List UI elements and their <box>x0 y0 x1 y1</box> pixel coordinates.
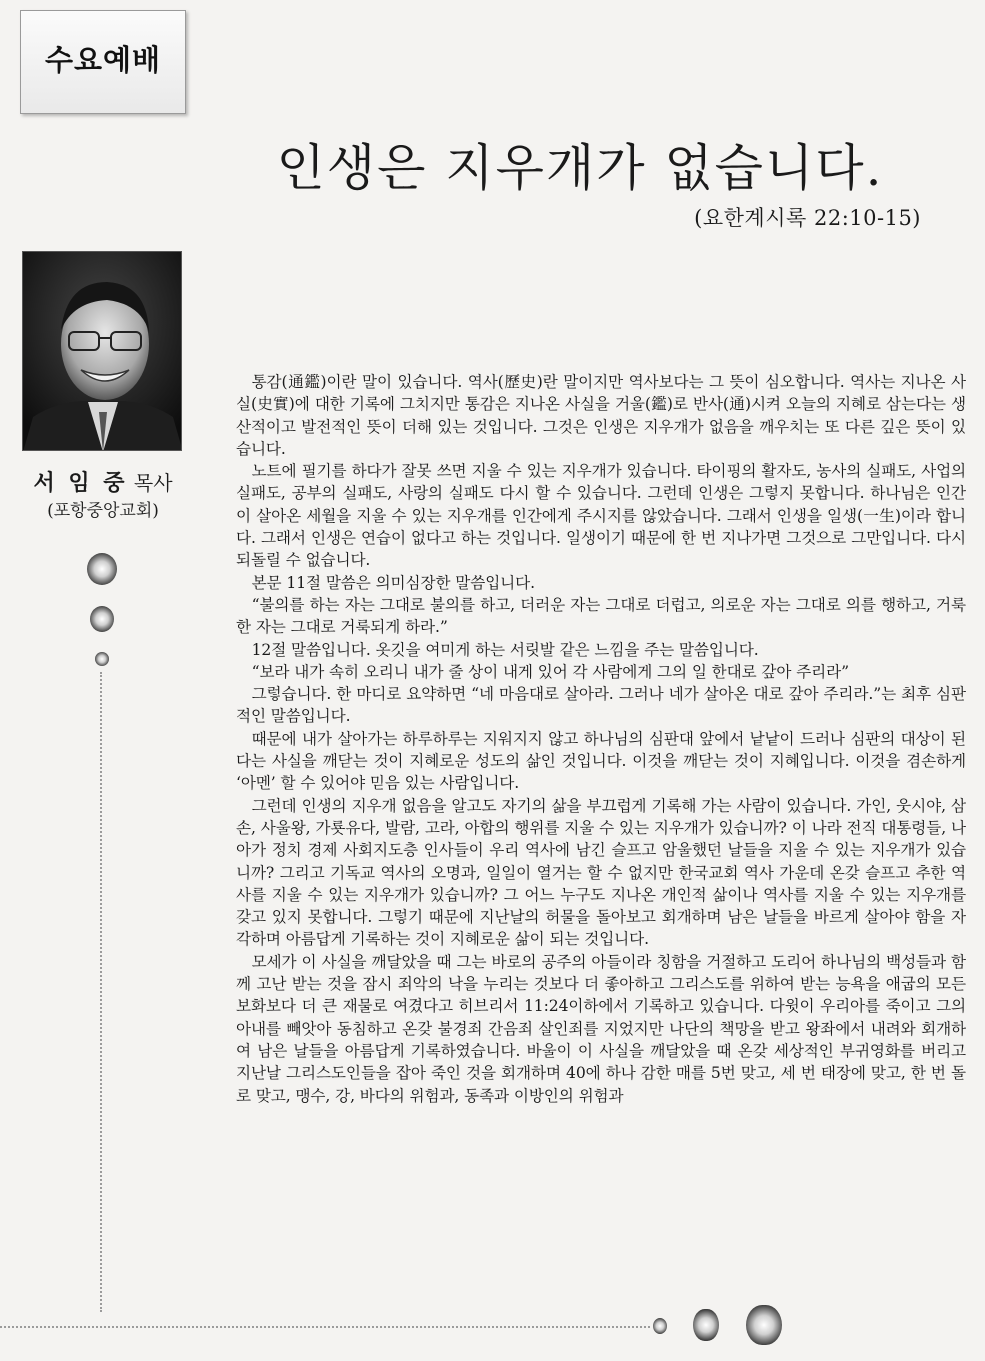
author-church: (포항중앙교회) <box>47 501 159 521</box>
decorative-orb-footer-small <box>653 1318 667 1334</box>
sermon-body <box>236 371 966 1107</box>
decorative-orb-footer-medium <box>693 1309 719 1341</box>
decorative-orb-footer-large <box>746 1305 782 1345</box>
section-label: 수요예배 <box>44 42 162 77</box>
paragraph: 본문 11절 말씀은 의미심장한 말씀입니다. <box>251 573 535 592</box>
decorative-orb-small <box>95 652 109 666</box>
paragraph: 통감(通鑑)이란 말이 있습니다. 역사(歷史)란 말이지만 역사보다는 그 뜻이 심오합니다. 역사는 지나온 사실(史實)에 대한 기록에 그치지만 통감은 지나온 사실을 거울(鑑)로 반사(通)시켜 오늘의 지혜로 삼는다는 생산적이고 발전적인 뜻이 더해 있는 것입니다. 그것은 인생은 지우개가 없음을 깨우치는 또 다른 깊은 뜻이 있습니다. <box>236 373 966 458</box>
paragraph: 그렇습니다. 한 마디로 요약하면 “네 마음대로 살아라. 그러나 네가 살아온 대로 갚아 주리라.”는 최후 심판적인 말씀입니다. <box>236 685 966 726</box>
paragraph: 노트에 필기를 하다가 잘못 쓰면 지울 수 있는 지우개가 있습니다. 타이핑의 활자도, 농사의 실패도, 사업의 실패도, 공부의 실패도, 사랑의 실패도 다시 할 수 있습니다. 그런데 인생은 그렇지 못합니다. 하나님은 인간이 살아온 세월을 지울 수 있는 지우개를 인간에게 주시지를 않았습니다. 그래서 인생을 일생(一生)이라 합니다. 그래서 인생은 연습이 없다고 하는 것입니다. 일생이기 때문에 한 번 지나가면 그것으로 그만입니다. 다시 되돌릴 수 없습니다. <box>236 462 966 570</box>
author-name: 서 임 중 <box>33 471 128 496</box>
decorative-orb-medium <box>90 606 114 632</box>
paragraph: “불의를 하는 자는 그대로 불의를 하고, 더러운 자는 그대로 더럽고, 의로운 자는 그대로 의를 행하고, 거룩한 자는 그대로 거룩되게 하라.” <box>236 595 966 637</box>
paragraph: 때문에 내가 살아가는 하루하루는 지워지지 않고 하나님의 심판대 앞에서 낱낱이 드러나 심판의 대상이 된다는 사실을 깨닫는 것이 지혜로운 성도의 삶인 것입니다. 이것을 깨닫는 것이 지혜입니다. 이것을 겸손하게 ‘아멘’ 할 수 있어야 믿음 있는 사람입니다. <box>236 729 966 793</box>
author-name-line <box>20 466 186 497</box>
section-label-box <box>20 10 186 114</box>
vertical-dotted-rule <box>100 672 102 1312</box>
paragraph: 그런데 인생의 지우개 없음을 알고도 자기의 삶을 부끄럽게 기록해 가는 사람이 있습니다. 가인, 웃시야, 삼손, 사울왕, 가룟유다, 발람, 고라, 아합의 행위를 지울 수 있는 지우개가 있습니까? 이 나라 전직 대통령들, 나아가 정치 경제 사회지도층 인사들이 우리 역사에 남긴 슬프고 암울했던 날들을 지울 수 있는 지우개가 있습니까? 그리고 기독교 역사의 오명과, 일일이 열거는 할 수 없지만 한국교회 역사 가운데 온갖 슬프고 추한 역사를 지울 수 있는 지우개가 있습니까? 그 어느 누구도 지나온 개인적 삶이나 역사를 지울 수 있는 지우개를 갖고 있지 못합니다. 그렇기 때문에 지난날의 허물을 돌아보고 회개하며 남은 날들을 바르게 살아야 함을 자각하며 아름답게 기록하는 것이 지혜로운 삶이 되는 것입니다. <box>236 796 966 949</box>
sermon-title: 인생은 지우개가 없습니다. <box>276 139 884 197</box>
author-role: 목사 <box>133 471 173 495</box>
paragraph: 모세가 이 사실을 깨달았을 때 그는 바로의 공주의 아들이라 칭함을 거절하고 도리어 하나님의 백성들과 함께 고난 받는 것을 잠시 죄악의 낙을 누리는 것보다 더 좋아하고 그리스도를 위하여 받는 능욕을 애굽의 모든 보화보다 더 큰 재물로 여겼다고 히브리서 11:24이하에서 기록하고 있습니다. 다윗이 우리아를 죽이고 그의 아내를 빼앗아 동침하고 온갖 불경죄 간음죄 살인죄를 지었지만 나단의 책망을 받고 왕좌에서 내려와 회개하여 남은 날들을 아름답게 기록하였습니다. 바울이 이 사실을 깨달았을 때 온갖 세상적인 부귀영화를 버리고 지난날 그리스도인들을 잡아 죽인 것을 회개하며 40에 하나 감한 매를 5번 맞고, 세 번 태장에 맞고, 한 번 돌로 맞고, 맹수, 강, 바다의 위험과, 동족과 이방인의 위험과 <box>236 952 966 1105</box>
author-photo <box>22 251 182 451</box>
scripture-reference: (요한계시록 22:10-15) <box>694 206 921 230</box>
paragraph: 12절 말씀입니다. 옷깃을 여미게 하는 서릿발 같은 느낌을 주는 말씀입니다. <box>251 640 759 659</box>
horizontal-dotted-rule <box>0 1326 650 1328</box>
decorative-orb-large <box>87 553 117 585</box>
paragraph: “보라 내가 속히 오리니 내가 줄 상이 내게 있어 각 사람에게 그의 일 한대로 갚아 주리라” <box>251 662 849 681</box>
